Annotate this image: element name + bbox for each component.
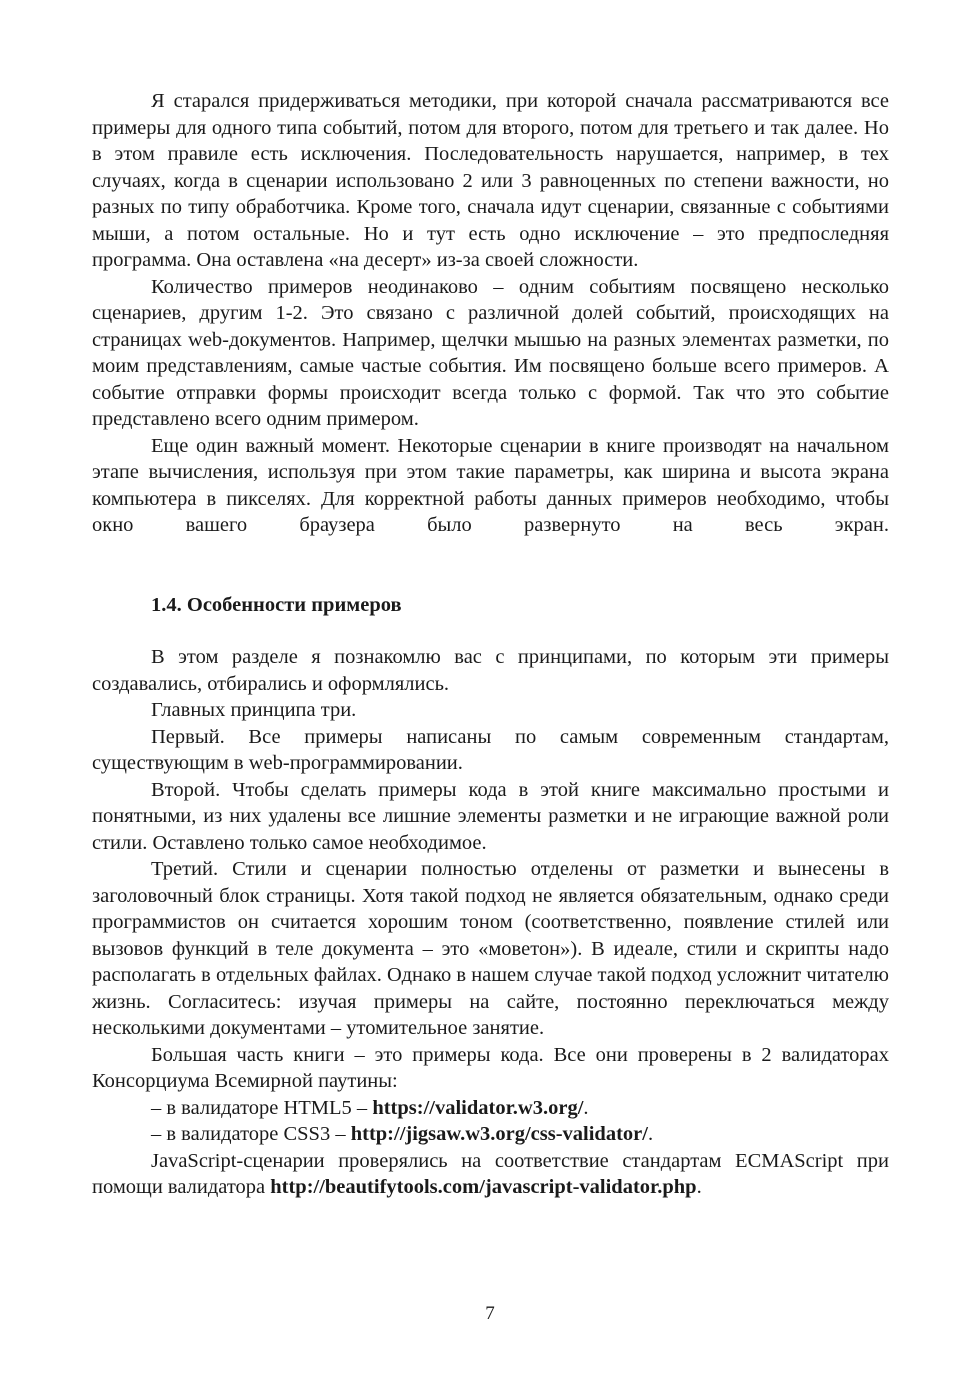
- validator-css3-link[interactable]: http://jigsaw.w3.org/css-validator/: [350, 1123, 648, 1145]
- paragraph-example-count: Количество примеров неодинаково – одним событиям посвящено несколько сценариев, другим 1-2. Это связано с различной долей событий, происходящих на страницах web-документов. Например, щелчки мышью на разных элементах разметки, по моим представлениям, самые частые события. Им посвящено больше всего примеров. А событие отправки формы происходит всегда только с формой. Так что это событие представлено всего одним примером.: [92, 275, 889, 430]
- paragraph-principle-first: Первый. Все примеры написаны по самым современным стандартам, существующим в web-программировании.: [92, 725, 889, 774]
- paragraph-methodology: Я старался придерживаться методики, при которой сначала рассматриваются все примеры для одного типа событий, потом для второго, потом для третьего и так далее. Но в этом правиле есть исключения. Последовательность нарушается, например, в тех случаях, когда в сценарии использовано 2 или 3 равноценных по степени важности, но разных по типу обработчика. Кроме того, сначала идут сценарии, связанные с событиями мыши, а потом остальные. Но и тут есть одно исключение – это предпоследняя программа. Она оставлена «на десерт» из-за своей сложности.: [92, 90, 889, 271]
- validator-html5-link[interactable]: https://validator.w3.org/: [372, 1096, 584, 1119]
- paragraph-screen-note: Еще один важный момент. Некоторые сценарии в книге производят на начальном этапе вычисления, используя при этом такие параметры, как ширина и высота экрана компьютера в пикселях. Для корректной работы данных примеров необходимо, чтобы окно вашего браузера было развернуто на весь экран.: [92, 434, 889, 536]
- paragraph-principle-second: Второй. Чтобы сделать примеры кода в этой книге максимально простыми и понятными, из них удалены все лишние элементы разметки и не играющие важной роли стили. Оставлено только самое необходимое.: [92, 778, 889, 854]
- paragraph-principle-third: Третий. Стили и сценарии полностью отделены от разметки и вынесены в заголовочный блок страницы. Хотя такой подход не является обязательным, однако среди программистов он считается хорошим тоном (соответственно, появление стилей или вызовов функций в теле документа – это «моветон»). В идеале, стили и скрипты надо располагать в отдельных файлах. Однако в нашем случае такой подход усложнит читателю жизнь. Согласитесь: изучая примеры на сайте, постоянно переключаться между несколькими документами – утомительное занятие.: [92, 858, 889, 1039]
- section-heading: 1.4. Особенности примеров: [151, 593, 402, 616]
- paragraph-intro: В этом разделе я познакомлю вас с принципами, по которым эти примеры создавались, отбирались и оформлялись.: [92, 646, 889, 695]
- validator-html5-line: – в валидаторе HTML5 – https://validator.w3.org/.: [151, 1096, 589, 1119]
- validator-js-link[interactable]: http://beautifytools.com/javascript-validator.php: [270, 1176, 697, 1198]
- page-number: 7: [485, 1303, 495, 1324]
- paragraph-js-validator: JavaScript-сценарии проверялись на соответствие стандартам ECMAScript при помощи валидатора http://beautifytools.com/javascript-validator.php.: [92, 1149, 889, 1198]
- paragraph-validators-intro: Большая часть книги – это примеры кода. Все они проверены в 2 валидаторах Консорциума Всемирной паутины:: [92, 1043, 889, 1092]
- validator-css3-line: – в валидаторе CSS3 – http://jigsaw.w3.org/css-validator/.: [151, 1123, 654, 1145]
- paragraph-three-principles: Главных принципа три.: [151, 699, 357, 721]
- page-body: [92, 88, 889, 1201]
